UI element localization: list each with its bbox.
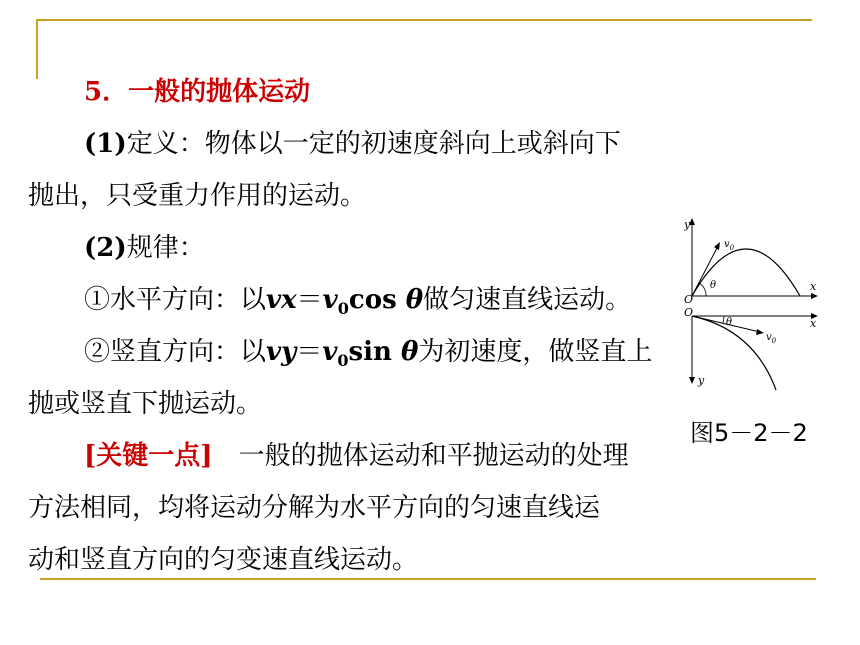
horizontal-eq: ＝	[296, 285, 323, 315]
keypoint-line-1	[84, 440, 629, 472]
vertical-var: vy	[266, 337, 297, 367]
bottom-angle-arc	[723, 316, 724, 323]
vertical-rule-line	[84, 336, 652, 377]
law-text: 规律：	[126, 233, 205, 263]
law-label: (2)	[84, 233, 127, 263]
bottom-theta-label: θ	[726, 317, 733, 328]
vertical-func: sin	[348, 337, 401, 367]
definition-label: (1)	[84, 129, 127, 159]
definition-line-1	[84, 128, 621, 160]
definition-line-2: 抛出，只受重力作用的运动。	[28, 181, 367, 211]
top-x-arrow	[811, 293, 818, 299]
bottom-v0-letter: v	[766, 332, 772, 343]
bottom-v0-arrow	[756, 329, 764, 335]
horizontal-theta: θ	[405, 285, 424, 315]
vertical-rule-line-2: 抛或竖直下抛运动。	[28, 389, 263, 419]
left-border-rule	[36, 19, 38, 79]
keypoint-line-3: 动和竖直方向的匀变速直线运动。	[28, 545, 419, 575]
definition-text-1: 定义：物体以一定的初速度斜向上或斜向下	[126, 129, 621, 159]
top-x-label: x	[810, 280, 817, 293]
bottom-trajectory	[692, 316, 776, 390]
keypoint-text-1: 一般的抛体运动和平抛运动的处理	[212, 441, 629, 471]
vertical-sub: 0	[337, 351, 349, 371]
horizontal-var: vx	[266, 285, 297, 315]
bottom-x-label: x	[810, 317, 817, 330]
top-angle-arc	[699, 283, 706, 296]
bottom-y-label: y	[698, 374, 705, 387]
law-line	[84, 232, 205, 264]
horizontal-rule-line	[84, 284, 631, 325]
top-v0-subscript: 0	[729, 244, 735, 252]
horizontal-suffix: 做匀速直线运动。	[423, 285, 632, 315]
section-heading: 5．一般的抛体运动	[84, 77, 311, 107]
vertical-eq: ＝	[296, 337, 323, 367]
vertical-theta: θ	[400, 337, 419, 367]
bottom-v0-subscript: 0	[771, 337, 777, 345]
horizontal-v: v	[322, 285, 338, 315]
top-theta-label: θ	[710, 280, 717, 291]
bottom-y-arrow	[689, 377, 695, 384]
top-origin-label: O	[684, 293, 694, 306]
vertical-v: v	[322, 337, 338, 367]
top-trajectory	[692, 249, 800, 296]
bottom-border-rule	[40, 578, 816, 580]
top-y-label: y	[684, 218, 691, 231]
bottom-v0-label	[766, 332, 777, 345]
top-border-rule	[36, 19, 812, 21]
vertical-prefix: ②竖直方向：以	[84, 337, 267, 367]
vertical-suffix: 为初速度，做竖直上	[418, 337, 653, 367]
top-v0-label	[724, 239, 735, 252]
horizontal-func: cos	[348, 285, 406, 315]
horizontal-sub: 0	[337, 299, 349, 319]
top-v0-letter: v	[724, 239, 730, 250]
horizontal-prefix: ①水平方向：以	[84, 285, 267, 315]
keypoint-line-2: 方法相同，均将运动分解为水平方向的匀速直线运	[28, 493, 601, 523]
bottom-origin-label: O	[684, 306, 694, 319]
keypoint-tag: [关键一点]	[84, 441, 213, 471]
figure-caption: 图5－2－2	[690, 419, 808, 447]
projectile-figure	[684, 212, 824, 397]
